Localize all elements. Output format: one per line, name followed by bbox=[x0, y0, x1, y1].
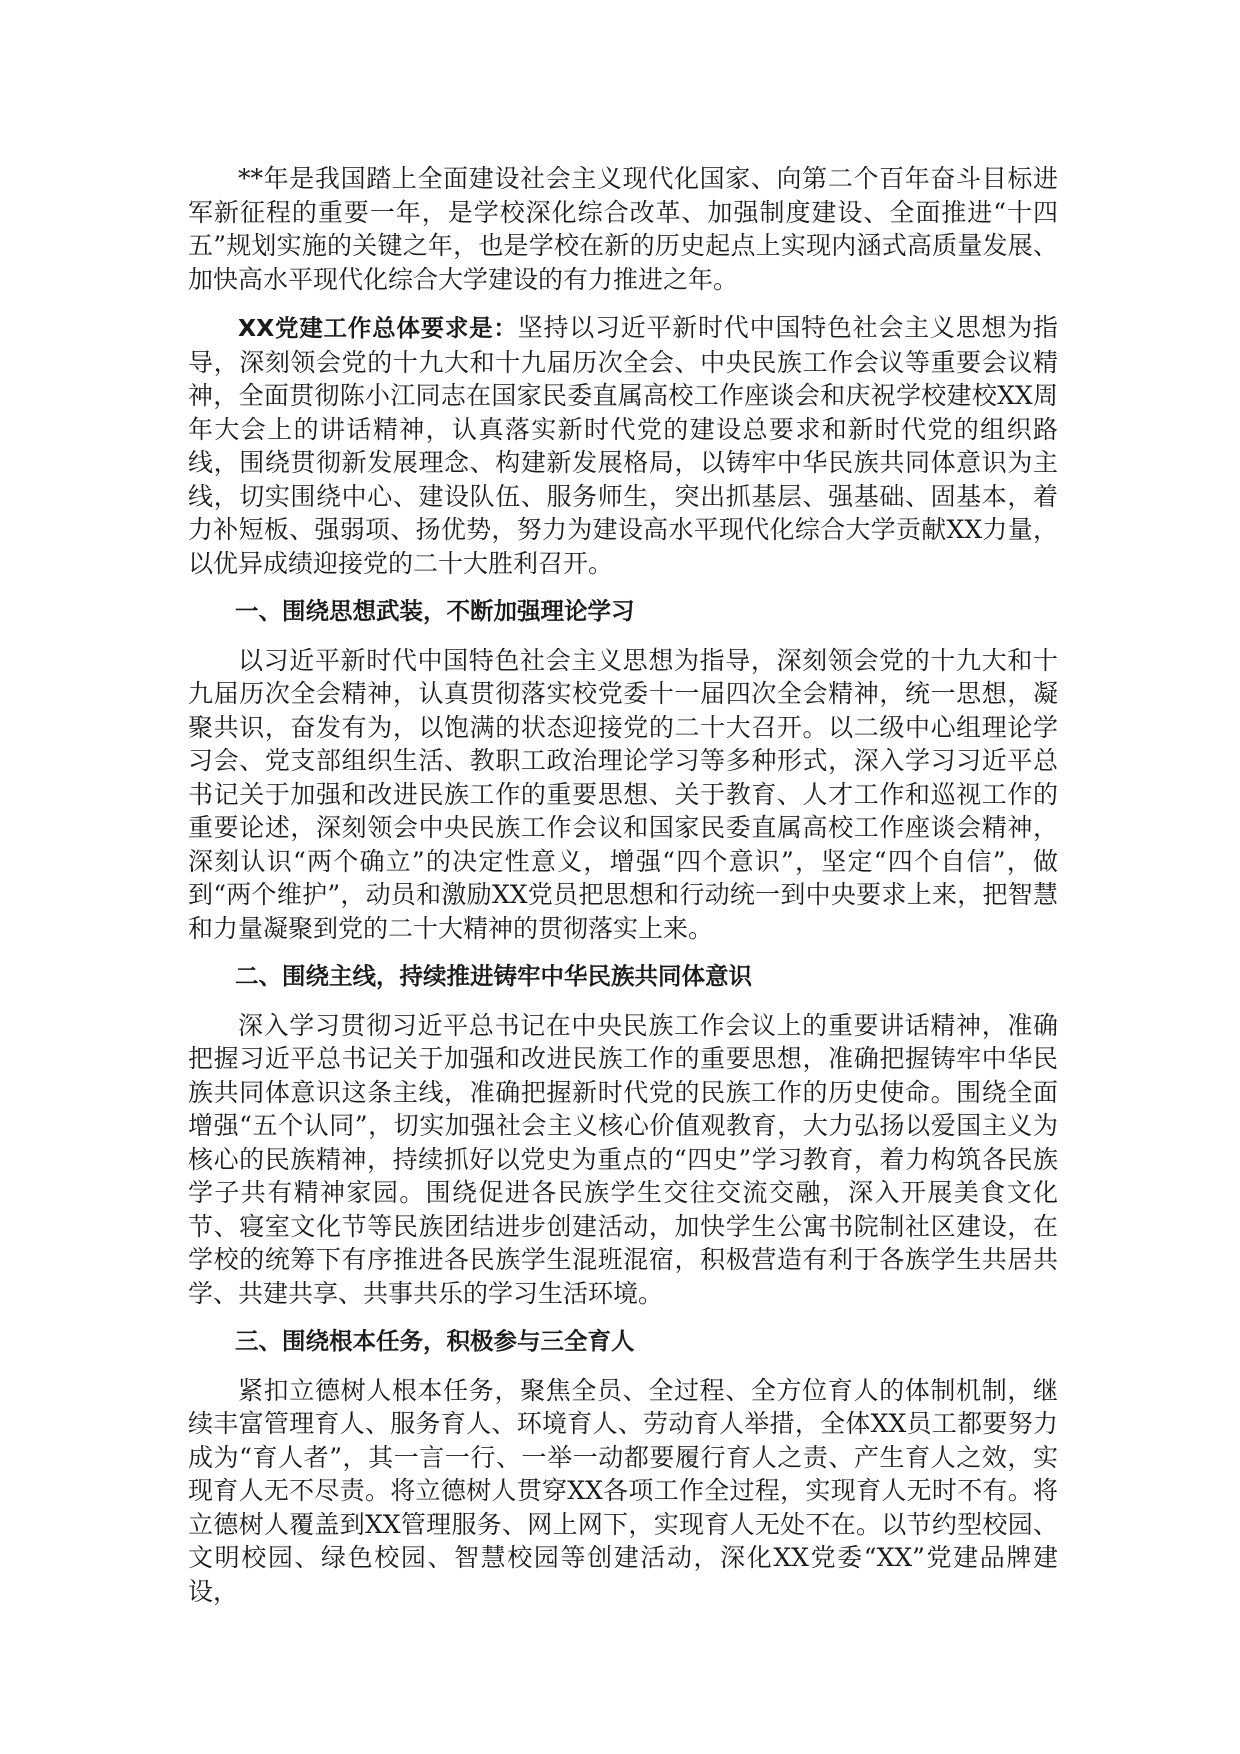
section-heading-1: 一、围绕思想武装，不断加强理论学习 bbox=[235, 597, 635, 625]
intro-paragraph: **年是我国踏上全面建设社会主义现代化国家、向第二个百年奋斗目标进军新征程的重要一年，是学校深化综合改革、加强制度建设、全面推进“十四五”规划实施的关键之年，也是学校在新的历史起点上实现内涵式高质量发展、加快高水平现代化综合大学建设的有力推进之年。 bbox=[188, 164, 1058, 294]
section-body-1: 以习近平新时代中国特色社会主义思想为指导，深刻领会党的十九大和十九届历次全会精神，认真贯彻落实校党委十一届四次全会精神，统一思想，凝聚共识，奋发有为，以饱满的状态迎接党的二十大召开。以二级中心组理论学习会、党支部组织生活、教职工政治理论学习等多种形式，深入学习习近平总书记关于加强和改进民族工作的重要思想、关于教育、人才工作和巡视工作的重要论述，深刻领会中央民族工作会议和国家民委直属高校工作座谈会精神，深刻认识“两个确立”的决定性意义，增强“四个意识”，坚定“四个自信”，做到“两个维护”，动员和激励XX党员把思想和行动统一到中央要求上来，把智慧和力量凝聚到党的二十大精神的贯彻落实上来。 bbox=[188, 645, 1058, 943]
requirements-body: 坚持以习近平新时代中国特色社会主义思想为指导，深刻领会党的十九大和十九届历次全会、中央民族工作会议等重要会议精神，全面贯彻陈小江同志在国家民委直属高校工作座谈会和庆祝学校建校XX周年大会上的讲话精神，认真落实新时代党的建设总要求和新时代党的组织路线，围绕贯彻新发展理念、构建新发展格局，以铸牢中华民族共同体意识为主线，切实围绕中心、建设队伍、服务师生，突出抓基层、强基础、固基本，着力补短板、强弱项、扬优势，努力为建设高水平现代化综合大学贡献XX力量，以优异成绩迎接党的二十大胜利召开。 bbox=[188, 313, 1058, 578]
requirements-lead: XX党建工作总体要求是： bbox=[238, 314, 518, 342]
requirements-paragraph bbox=[188, 311, 1058, 580]
section-heading-2: 二、围绕主线，持续推进铸牢中华民族共同体意识 bbox=[235, 962, 752, 990]
section-body-3: 紧扣立德树人根本任务，聚焦全员、全过程、全方位育人的体制机制，继续丰富管理育人、服务育人、环境育人、劳动育人举措，全体XX员工都要努力成为“育人者”，其一言一行、一举一动都要履行育人之责、产生育人之效，实现育人无不尽责。将立德树人贯穿XX各项工作全过程，实现育人无时不有。将立德树人覆盖到XX管理服务、网上网下，实现育人无处不在。以节约型校园、文明校园、绿色校园、智慧校园等创建活动，深化XX党委“XX”党建品牌建设， bbox=[188, 1375, 1058, 1606]
section-body-2: 深入学习贯彻习近平总书记在中央民族工作会议上的重要讲话精神，准确把握习近平总书记关于加强和改进民族工作的重要思想，准确把握铸牢中华民族共同体意识这条主线，准确把握新时代党的民族工作的历史使命。围绕全面增强“五个认同”，切实加强社会主义核心价值观教育，大力弘扬以爱国主义为核心的民族精神，持续抓好以党史为重点的“四史”学习教育，着力构筑各民族学子共有精神家园。围绕促进各民族学生交往交流交融，深入开展美食文化节、寝室文化节等民族团结进步创建活动，加快学生公寓书院制社区建设，在学校的统筹下有序推进各民族学生混班混宿，积极营造有利于各族学生共居共学、共建共享、共事共乐的学习生活环境。 bbox=[188, 1010, 1058, 1308]
document-page bbox=[188, 162, 1058, 1623]
section-heading-3: 三、围绕根本任务，积极参与三全育人 bbox=[235, 1327, 635, 1355]
